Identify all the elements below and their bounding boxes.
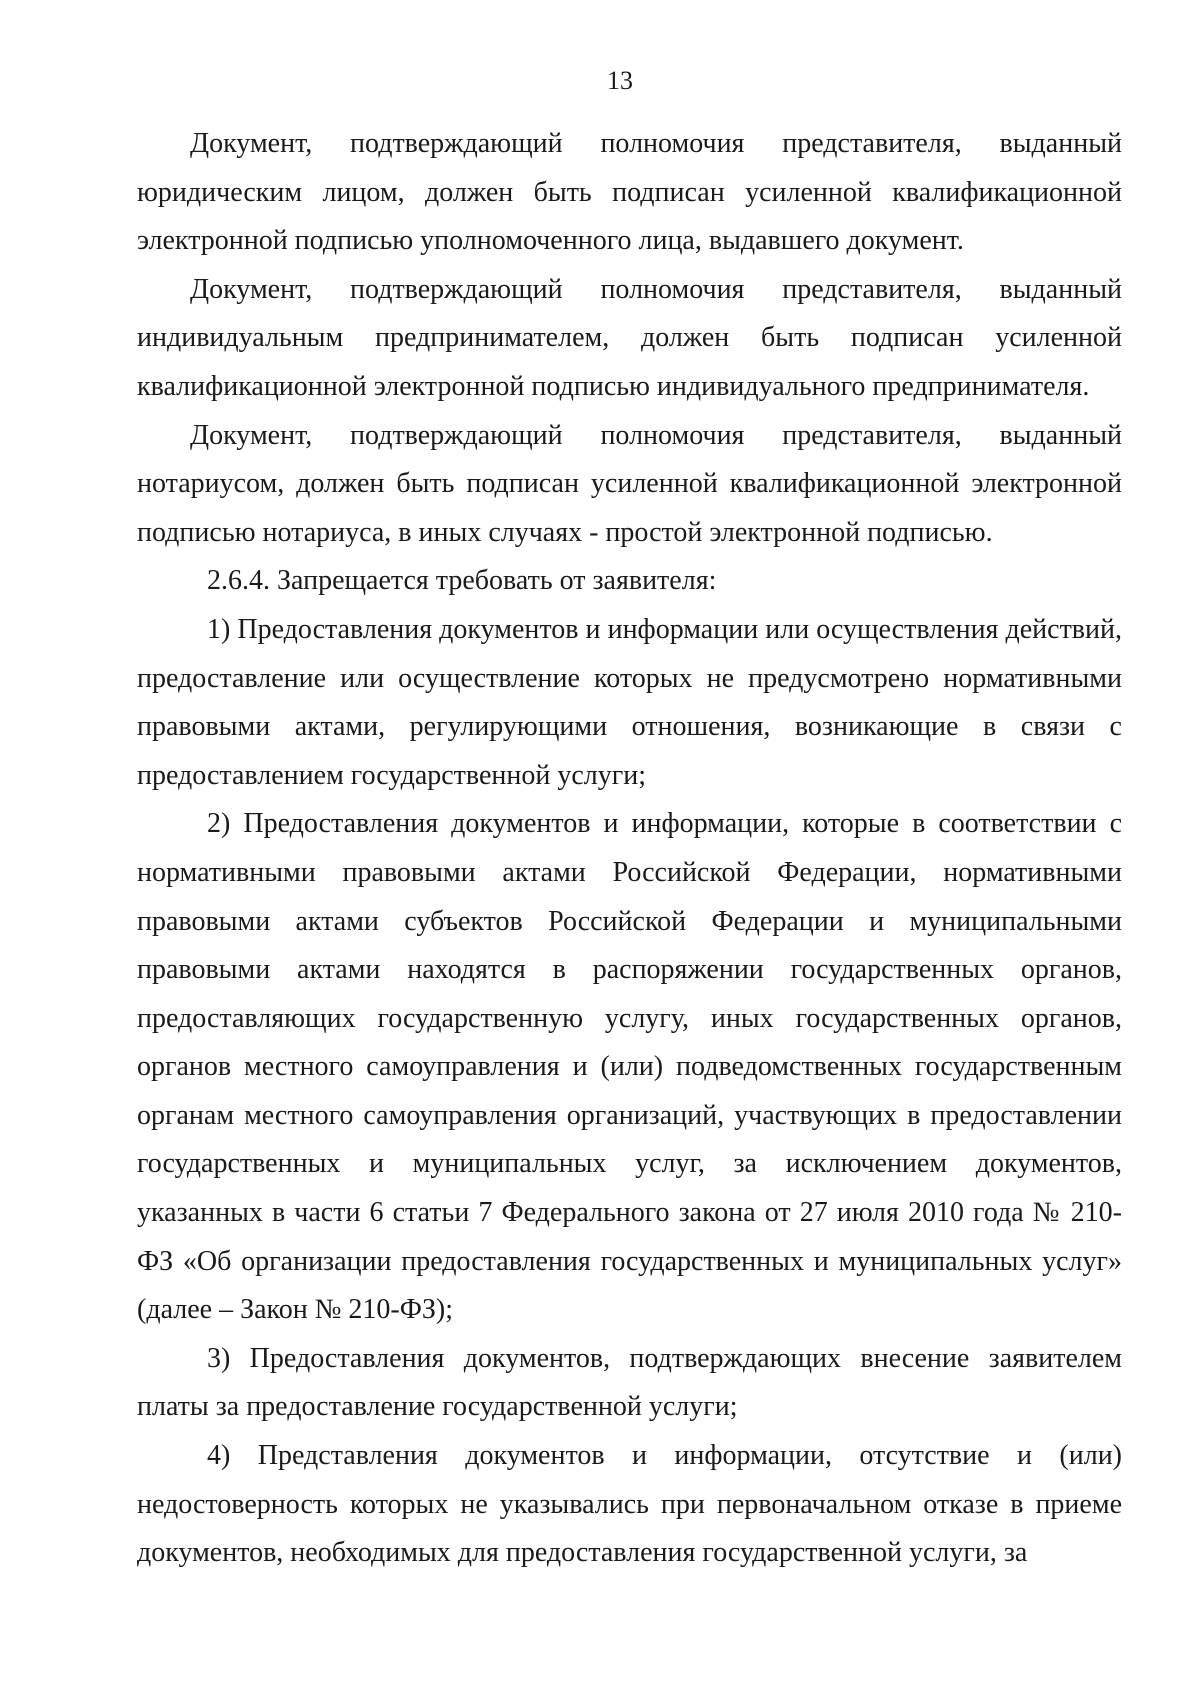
list-item-1: 1) Предоставления документов и информации или осуществления действий, предоставление или осуществление которых не предусмотрено нормативными правовыми актами, регулирующими отношения, возникающие в связи с предоставлением государственной услуги; [137, 613, 1122, 791]
list-item-4: 4) Представления документов и информации, отсутствие и (или) недостоверность которых не указывались при первоначальном отказе в приеме документов, необходимых для предоставления государственной услуги, за [137, 1440, 1122, 1569]
page-number: 13 [607, 66, 633, 95]
list-item-3: 3) Предоставления документов, подтверждающих внесение заявителем платы за предоставление государственной услуги; [137, 1342, 1122, 1423]
paragraph-representative-legal-entity: Документ, подтверждающий полномочия представителя, выданный юридическим лицом, должен быть подписан усиленной квалификационной электронной подписью уполномоченного лица, выдавшего документ. [137, 128, 1122, 257]
document-body [137, 120, 1122, 1578]
paragraph-representative-entrepreneur: Документ, подтверждающий полномочия представителя, выданный индивидуальным предпринимателем, должен быть подписан усиленной квалификационной электронной подписью индивидуального предпринимателя. [137, 273, 1122, 402]
paragraph-representative-notary: Документ, подтверждающий полномочия представителя, выданный нотариусом, должен быть подписан усиленной квалификационной электронной подписью нотариуса, в иных случаях - простой электронной подписью. [137, 419, 1122, 548]
section-heading-2-6-4: 2.6.4. Запрещается требовать от заявителя: [207, 565, 717, 597]
list-item-2: 2) Предоставления документов и информации, которые в соответствии с нормативными правовыми актами Российской Федерации, нормативными правовыми актами субъектов Российской Федерации и муниципальными правовыми актами находятся в распоряжении государственных органов, предоставляющих государственную услугу, иных государственных органов, органов местного самоуправления и (или) подведомственных государственным органам местного самоуправления организаций, участвующих в предоставлении государственных и муниципальных услуг, за исключением документов, указанных в части 6 статьи 7 Федерального закона от 27 июля 2010 года № 210-ФЗ «Об организации предоставления государственных и муниципальных услуг» (далее – Закон № 210-ФЗ); [137, 808, 1122, 1326]
